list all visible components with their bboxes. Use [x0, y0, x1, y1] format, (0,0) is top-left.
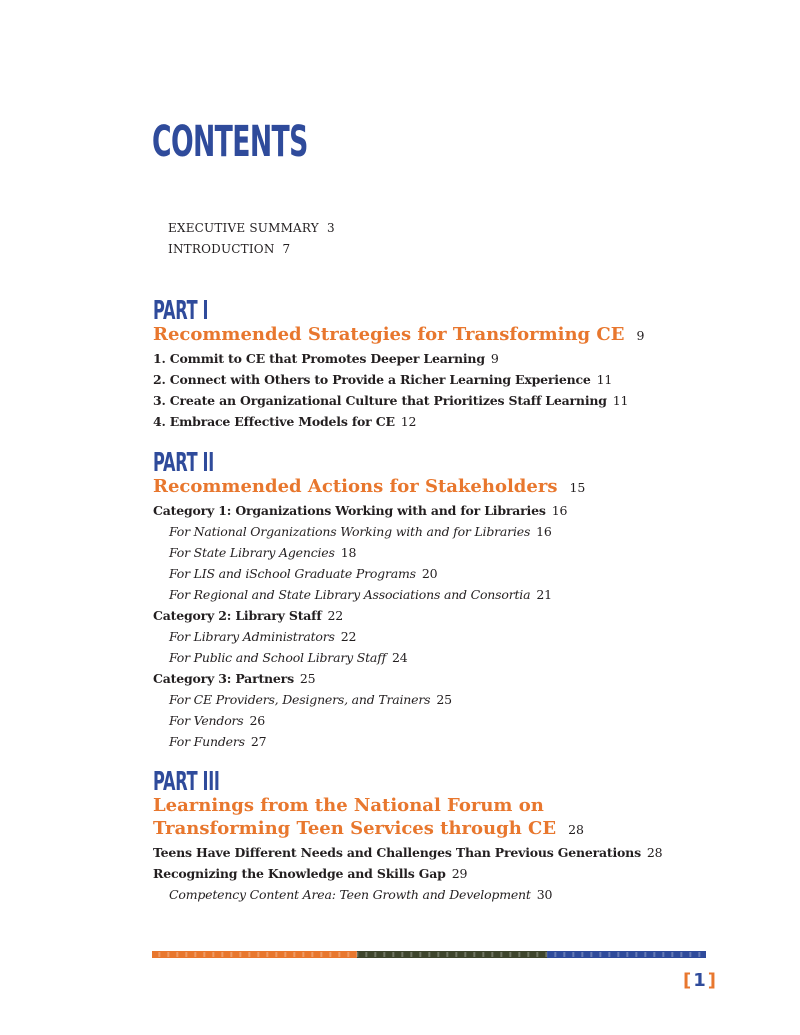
entry-page: 22 [327, 608, 344, 623]
toc-entry[interactable] [153, 413, 644, 434]
toc-entry[interactable] [153, 350, 644, 371]
entry-label: Category 1: Organizations Working with and for Libraries [153, 503, 546, 518]
entry-page: 25 [299, 671, 316, 686]
toc-entry-introduction[interactable] [168, 241, 335, 262]
toc-entry[interactable] [153, 691, 585, 712]
toc-entry-executive-summary[interactable] [168, 220, 335, 241]
entry-page: 7 [282, 242, 291, 256]
toc-entry[interactable] [153, 565, 585, 586]
toc-entry[interactable] [153, 586, 585, 607]
page-number [683, 970, 717, 991]
part-title-page: 9 [636, 328, 645, 343]
toc-entry[interactable] [153, 392, 644, 413]
entry-page: 3 [326, 221, 335, 235]
part-1-entries [153, 350, 644, 434]
entry-page: 22 [340, 629, 357, 644]
toc-entry[interactable] [153, 523, 585, 544]
entry-page: 20 [421, 566, 438, 581]
part-2-title[interactable] [153, 475, 585, 499]
toc-entry[interactable] [153, 844, 662, 865]
entry-label: Teens Have Different Needs and Challenges Than Previous Generations [153, 845, 641, 860]
entry-page: 27 [250, 734, 267, 749]
page-number-close-bracket: ] [707, 970, 717, 991]
entry-label: For Regional and State Library Associations and Consortia [169, 587, 531, 602]
toc-entry-category[interactable] [153, 607, 585, 628]
entry-page: 18 [340, 545, 357, 560]
entry-label: For LIS and iSchool Graduate Programs [169, 566, 416, 581]
part-2-label: PART II [153, 448, 214, 478]
entry-page: 16 [536, 524, 552, 539]
entry-label: Competency Content Area: Teen Growth and Development [169, 887, 531, 902]
entry-label: 4. Embrace Effective Models for CE [153, 414, 395, 429]
front-matter-list [168, 220, 335, 262]
page-number-open-bracket: [ [683, 970, 693, 991]
part-2-section [153, 449, 585, 754]
entry-page: 25 [436, 692, 452, 707]
part-3-section [153, 768, 662, 907]
part-title-line-1: Learnings from the National Forum on [153, 795, 544, 816]
entry-label: 2. Connect with Others to Provide a Richer Learning Experience [153, 372, 591, 387]
part-3-title[interactable] [153, 794, 662, 841]
part-1-label: PART I [153, 296, 209, 326]
entry-page: 30 [536, 887, 553, 902]
entry-label: Category 3: Partners [153, 671, 294, 686]
page-title: CONTENTS [152, 117, 308, 167]
entry-label: INTRODUCTION [168, 242, 275, 256]
entry-page: 21 [536, 587, 552, 602]
entry-page: 26 [249, 713, 266, 728]
toc-entry[interactable] [153, 649, 585, 670]
entry-label: For National Organizations Working with and for Libraries [169, 524, 531, 539]
part-3-label: PART III [153, 767, 220, 797]
entry-page: 12 [400, 414, 417, 429]
entry-label: 3. Create an Organizational Culture that Prioritizes Staff Learning [153, 393, 607, 408]
entry-label: For State Library Agencies [169, 545, 335, 560]
part-title-line-2: Transforming Teen Services through CE [153, 818, 557, 839]
entry-page: 11 [596, 372, 613, 387]
entry-page: 24 [392, 650, 408, 665]
part-1-section [153, 297, 644, 434]
entry-page: 9 [490, 351, 499, 366]
entry-label: For Vendors [169, 713, 244, 728]
entry-page: 16 [551, 503, 568, 518]
toc-entry[interactable] [153, 886, 662, 907]
entry-page: 28 [646, 845, 663, 860]
page-number-value: 1 [693, 970, 707, 991]
toc-entry[interactable] [153, 733, 585, 754]
toc-entry[interactable] [153, 371, 644, 392]
part-title-text: Recommended Actions for Stakeholders [153, 476, 558, 497]
part-title-page: 28 [568, 822, 585, 837]
toc-entry[interactable] [153, 628, 585, 649]
toc-entry-category[interactable] [153, 502, 585, 523]
entry-label: For Funders [169, 734, 245, 749]
part-title-text: Recommended Strategies for Transforming CE [153, 324, 625, 345]
toc-entry[interactable] [153, 712, 585, 733]
entry-label: Recognizing the Knowledge and Skills Gap [153, 866, 446, 881]
entry-label: For Library Administrators [169, 629, 335, 644]
toc-entry[interactable] [153, 865, 662, 886]
entry-label: 1. Commit to CE that Promotes Deeper Learning [153, 351, 485, 366]
entry-page: 29 [451, 866, 468, 881]
entry-label: For CE Providers, Designers, and Trainers [169, 692, 431, 707]
entry-label: Category 2: Library Staff [153, 608, 322, 623]
part-1-title[interactable] [153, 323, 644, 347]
footer-bar-texture [152, 952, 706, 957]
entry-label: EXECUTIVE SUMMARY [168, 221, 319, 235]
part-title-page: 15 [569, 480, 586, 495]
part-3-entries [153, 844, 662, 907]
entry-page: 11 [612, 393, 629, 408]
entry-label: For Public and School Library Staff [169, 650, 387, 665]
toc-entry-category[interactable] [153, 670, 585, 691]
toc-entry[interactable] [153, 544, 585, 565]
part-2-entries [153, 502, 585, 754]
